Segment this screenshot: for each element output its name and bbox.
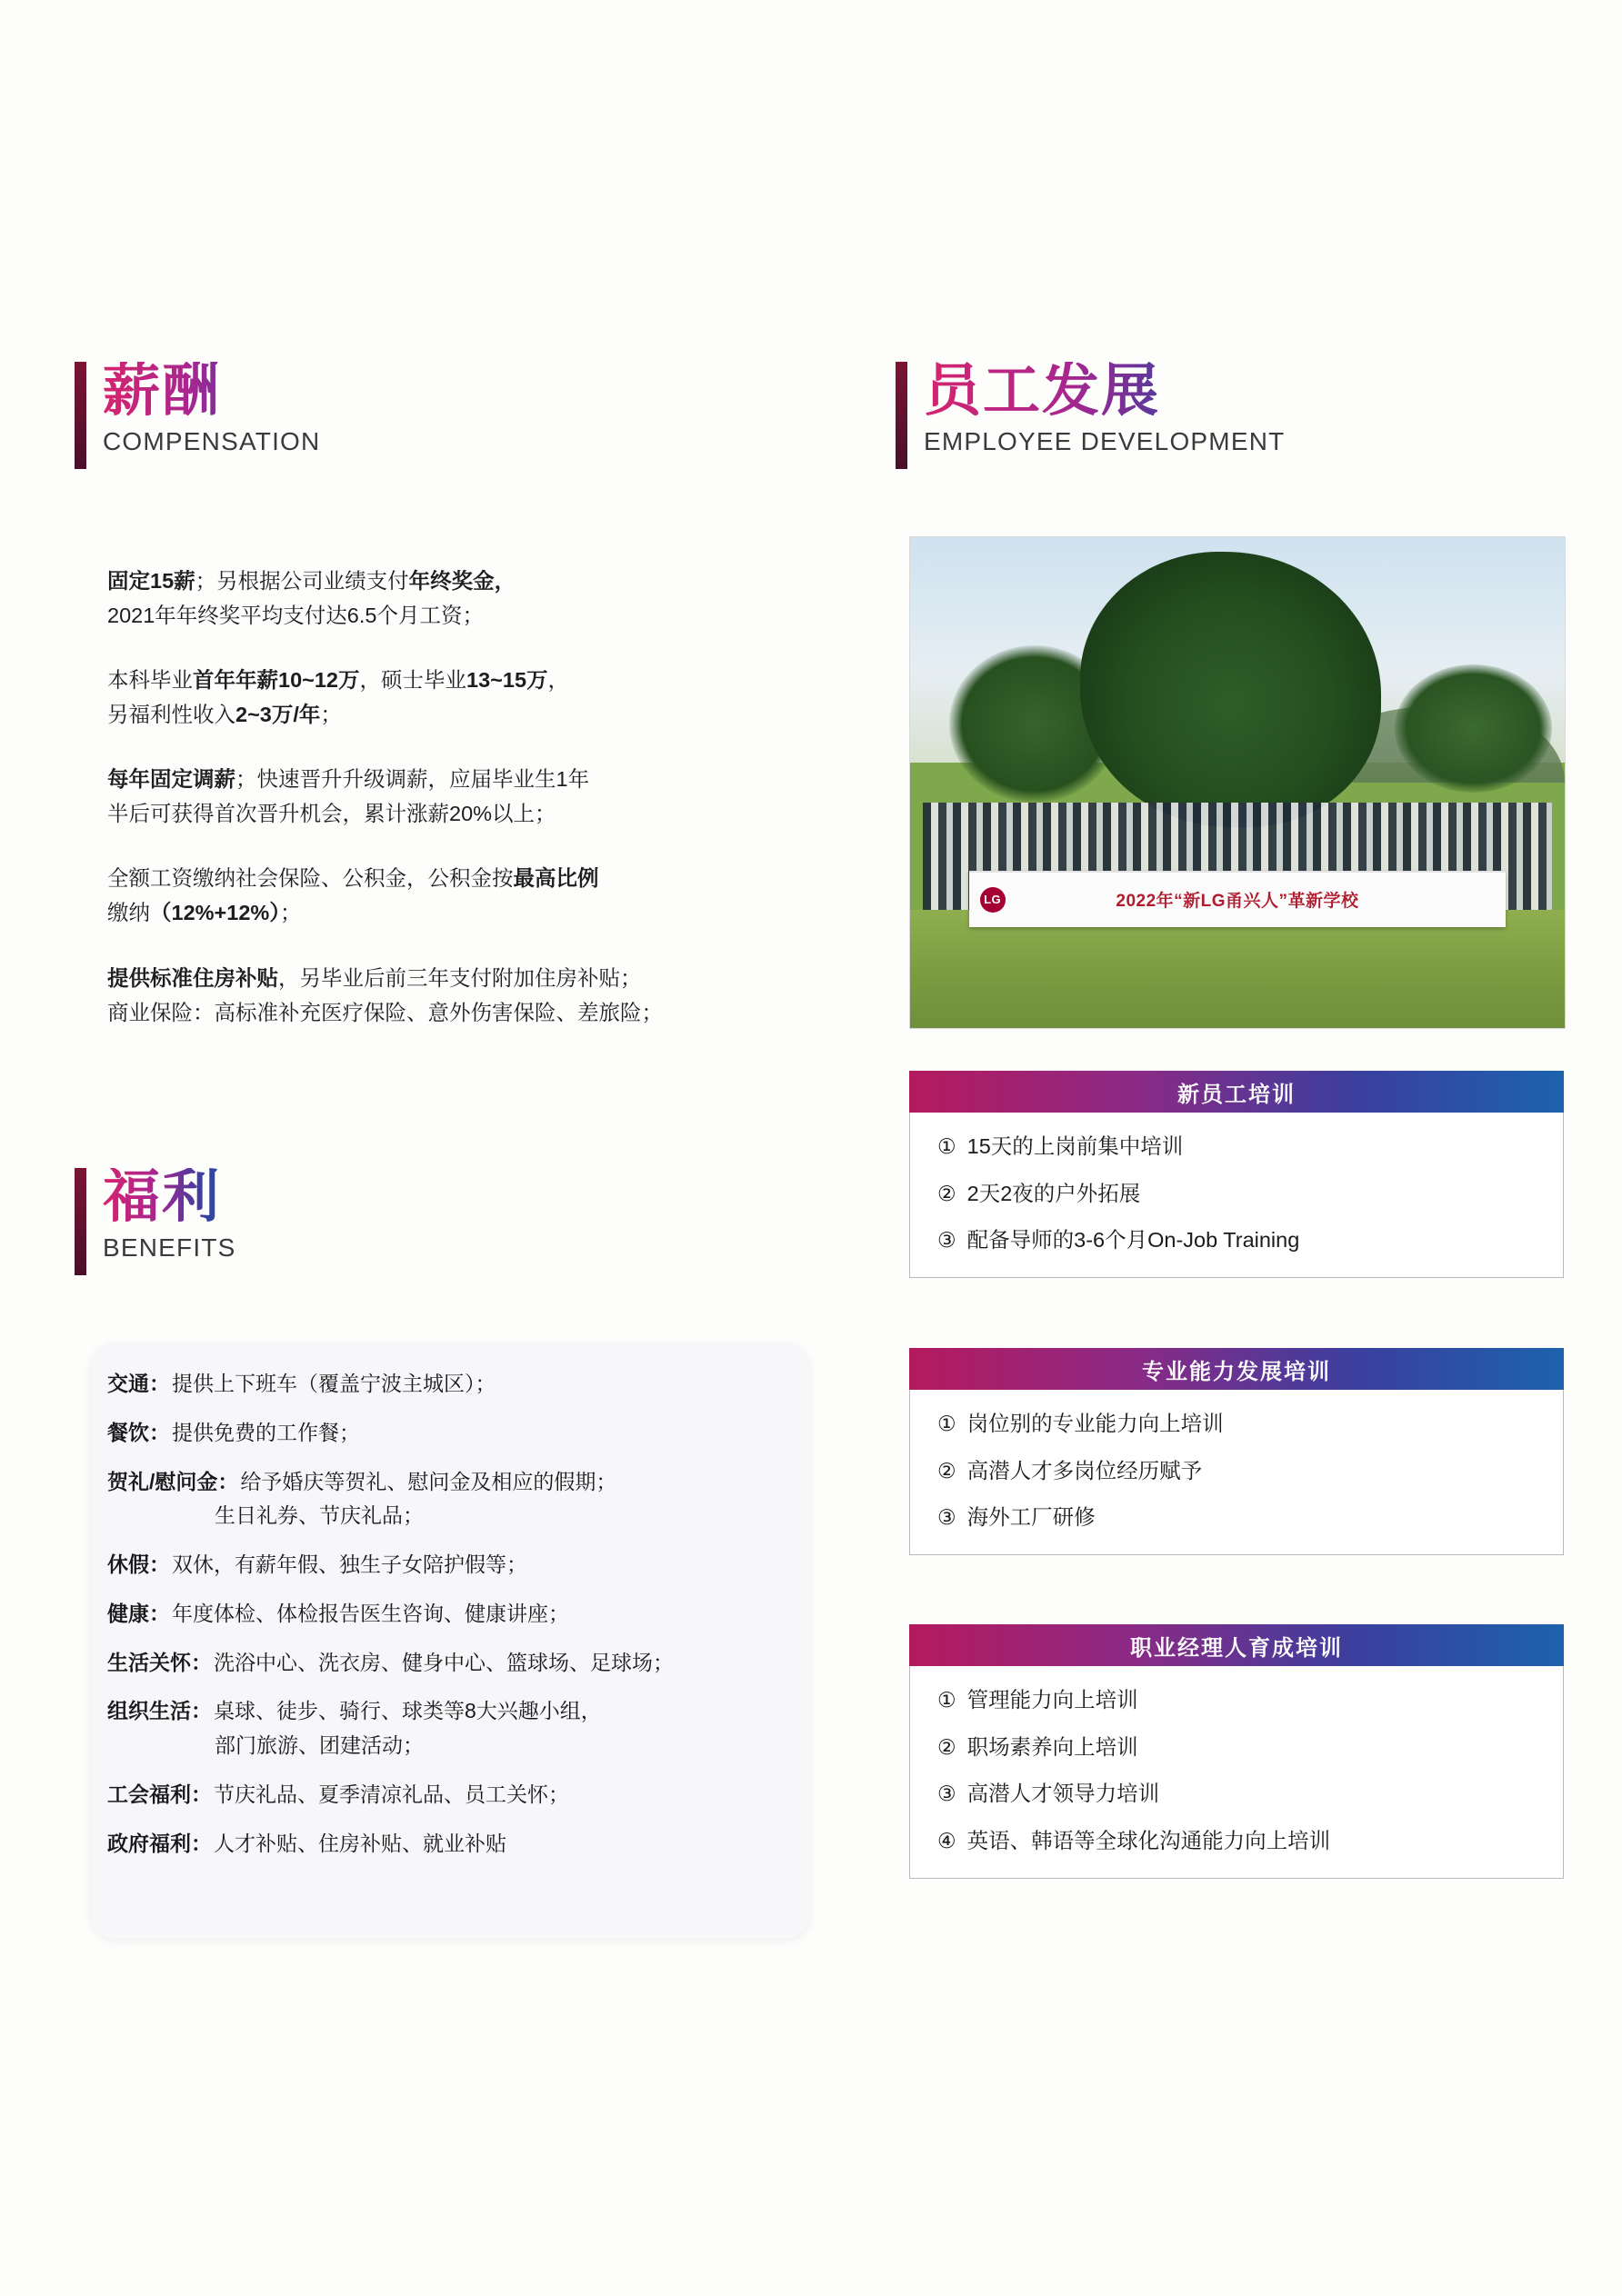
training-block-body <box>909 1113 1564 1278</box>
list-item <box>937 1180 1536 1209</box>
list-item <box>107 1601 826 1627</box>
benefit-value: 提供上下班车（覆盖宁波主城区）； <box>172 1372 496 1395</box>
heading-accent-bar <box>75 362 86 469</box>
benefit-label: 健康： <box>107 1601 170 1625</box>
comp-emph: 2~3万/年 <box>235 703 321 727</box>
list-item <box>107 1552 826 1578</box>
training-block-new-employee <box>909 1071 1564 1278</box>
comp-emph: 年终奖金， <box>408 569 516 593</box>
section-heading-employee-development <box>896 359 1286 471</box>
team-photo <box>909 536 1566 1029</box>
list-item <box>107 1650 826 1676</box>
benefit-label: 组织生活： <box>107 1699 212 1723</box>
photo-banner <box>969 871 1506 926</box>
training-block-title: 新员工培训 <box>909 1071 1564 1113</box>
comp-emph: 每年固定调薪 <box>107 767 235 792</box>
benefit-value: 人才补贴、住房补贴、就业补贴 <box>214 1831 506 1855</box>
benefit-label: 政府福利： <box>107 1831 212 1855</box>
list-item <box>937 1503 1536 1532</box>
compensation-paragraph: 提供标准住房补贴，另毕业后前三年支付附加住房补贴； 商业保险：高标准补充医疗保险、意外伤害保险、差旅险； <box>107 965 663 1024</box>
heading-title-cn: 薪酬 <box>103 362 320 420</box>
heading-title-en: COMPENSATION <box>103 427 321 456</box>
list-text: 英语、韩语等全球化沟通能力向上培训 <box>966 1829 1331 1853</box>
heading-title-en: BENEFITS <box>103 1233 236 1263</box>
list-item <box>107 1371 826 1397</box>
benefits-list <box>107 1371 826 1879</box>
benefit-value: 双休，有薪年假、独生子女陪护假等； <box>172 1552 527 1576</box>
list-item <box>937 1686 1536 1715</box>
heading-title-en: EMPLOYEE DEVELOPMENT <box>924 427 1286 456</box>
training-block-professional <box>909 1348 1564 1555</box>
lg-logo-icon: LG <box>980 887 1006 913</box>
benefit-label: 工会福利： <box>107 1782 212 1806</box>
heading-accent-bar <box>896 362 907 469</box>
list-text: 海外工厂研修 <box>966 1505 1096 1530</box>
list-item <box>937 1133 1536 1162</box>
section-heading-compensation <box>75 359 321 471</box>
list-text: 15天的上岗前集中培训 <box>966 1134 1184 1158</box>
comp-emph: 固定15薪 <box>107 569 195 593</box>
comp-emph: 最高比例 <box>513 866 599 891</box>
training-block-body <box>909 1666 1564 1879</box>
comp-emph: 13~15万 <box>466 668 548 693</box>
heading-text-group <box>103 1165 236 1263</box>
list-item <box>937 1780 1536 1809</box>
list-marker: ③ <box>937 1782 956 1806</box>
training-block-body <box>909 1390 1564 1555</box>
list-marker: ② <box>937 1734 956 1759</box>
photo-tree-right <box>1395 664 1552 792</box>
benefit-label: 交通： <box>107 1372 170 1395</box>
list-text: 职场素养向上培训 <box>966 1734 1138 1759</box>
benefit-label: 餐饮： <box>107 1420 170 1444</box>
comp-emph: 提供标准住房补贴 <box>107 965 278 990</box>
training-block-manager <box>909 1624 1564 1879</box>
list-marker: ③ <box>937 1505 956 1530</box>
photo-lawn <box>910 910 1565 1028</box>
list-marker: ③ <box>937 1228 956 1253</box>
benefit-label: 贺礼/慰问金： <box>107 1469 239 1493</box>
list-text: 高潜人才领导力培训 <box>966 1782 1160 1806</box>
list-item <box>107 1782 826 1808</box>
section-heading-benefits <box>75 1165 236 1277</box>
list-item <box>107 1469 826 1495</box>
list-marker: ② <box>937 1181 956 1205</box>
training-block-title: 职业经理人育成培训 <box>909 1624 1564 1666</box>
heading-text-group <box>103 359 321 456</box>
benefit-subvalue: 部门旅游、团建活动； <box>215 1733 424 1757</box>
comp-emph: （12%+12%） <box>150 901 281 925</box>
benefit-value: 桌球、徒步、骑行、球类等8大兴趣小组， <box>214 1699 602 1723</box>
compensation-body <box>107 564 744 1030</box>
list-item <box>107 1698 826 1724</box>
compensation-paragraph: 固定15薪；另根据公司业绩支付年终奖金， 2021年年终奖平均支付达6.5个月工资； <box>107 569 516 628</box>
list-marker: ① <box>937 1688 956 1712</box>
list-text: 配备导师的3-6个月On-Job Training <box>966 1228 1300 1253</box>
list-text: 高潜人才多岗位经历赋予 <box>966 1458 1203 1482</box>
heading-accent-bar <box>75 1168 86 1275</box>
list-item <box>937 1226 1536 1255</box>
benefit-value: 年度体检、体检报告医生咨询、健康讲座； <box>172 1601 569 1625</box>
heading-text-group <box>924 359 1286 456</box>
list-text: 2天2夜的户外拓展 <box>966 1181 1141 1205</box>
heading-title-cn: 福利 <box>103 1168 236 1226</box>
list-item <box>937 1457 1536 1486</box>
list-item <box>107 1831 826 1857</box>
list-marker: ④ <box>937 1829 956 1853</box>
benefit-label: 生活关怀： <box>107 1650 212 1674</box>
compensation-paragraph: 全额工资缴纳社会保险、公积金，公积金按最高比例 缴纳（12%+12%）； <box>107 866 599 925</box>
benefit-value: 给予婚庆等贺礼、慰问金及相应的假期； <box>240 1469 617 1493</box>
list-item <box>937 1410 1536 1439</box>
list-text: 岗位别的专业能力向上培训 <box>966 1412 1224 1435</box>
comp-emph: 首年年薪10~12万 <box>193 668 360 693</box>
compensation-paragraph: 每年固定调薪；快速晋升升级调薪，应届毕业生1年 半后可获得首次晋升机会，累计涨薪20%以上； <box>107 767 590 826</box>
list-marker: ① <box>937 1134 956 1158</box>
benefit-subvalue: 生日礼券、节庆礼品； <box>215 1503 424 1528</box>
photo-banner-text: 2022年“新LG甬兴人”革新学校 <box>1116 892 1359 912</box>
list-marker: ① <box>937 1412 956 1435</box>
benefit-value: 节庆礼品、夏季清凉礼品、员工关怀； <box>214 1782 569 1806</box>
list-item <box>937 1827 1536 1856</box>
list-text: 管理能力向上培训 <box>966 1688 1138 1712</box>
heading-title-cn: 员工发展 <box>924 362 1285 420</box>
training-block-title: 专业能力发展培训 <box>909 1348 1564 1390</box>
compensation-paragraph: 本科毕业首年年薪10~12万，硕士毕业13~15万， 另福利性收入2~3万/年； <box>107 668 570 727</box>
benefit-label: 休假： <box>107 1552 170 1576</box>
benefit-value: 提供免费的工作餐； <box>172 1420 360 1444</box>
list-marker: ② <box>937 1458 956 1482</box>
list-item <box>937 1733 1536 1762</box>
list-item <box>107 1420 826 1446</box>
benefit-value: 洗浴中心、洗衣房、健身中心、篮球场、足球场； <box>214 1650 674 1674</box>
